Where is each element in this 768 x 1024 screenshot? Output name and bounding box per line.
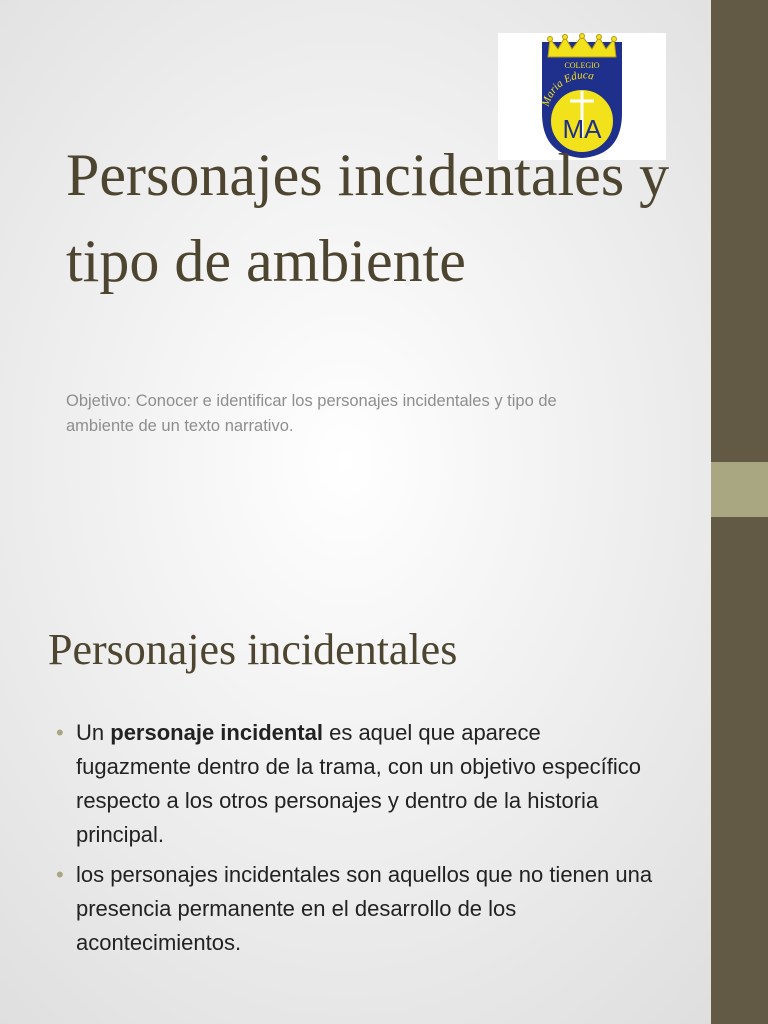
crest-monogram: MA — [562, 114, 602, 144]
crest-top-text: COLEGIO — [564, 61, 600, 70]
slide-heading: Personajes incidentales — [48, 625, 458, 674]
content-slide — [0, 512, 711, 1024]
bullet-text-before: Un — [76, 720, 111, 745]
bullet-dot-icon: • — [56, 862, 64, 887]
bullet-list — [56, 716, 656, 966]
bullet-dot-icon: • — [56, 720, 64, 745]
list-item — [56, 858, 656, 960]
bullet-bold-term: personaje incidental — [110, 720, 323, 745]
list-item — [56, 716, 656, 852]
slide-title: Personajes incidentales y tipo de ambiente — [66, 142, 670, 294]
bullet-text: los personajes incidentales son aquellos que no tienen una presencia permanente en el desarrollo de los acontecimientos. — [76, 862, 653, 955]
crest-arc-text: Maria Educa — [539, 69, 595, 108]
bullet-text-after: es aquel que aparece fugazmente dentro de la trama, con un objetivo específico respecto a los otros personajes y dentro de la historia principal. — [76, 720, 642, 847]
sidebar-accent-band — [711, 462, 768, 517]
title-slide — [0, 0, 711, 512]
slide-subtitle: Objetivo: Conocer e identificar los personajes incidentales y tipo de ambiente de un texto narrativo. — [66, 392, 557, 435]
